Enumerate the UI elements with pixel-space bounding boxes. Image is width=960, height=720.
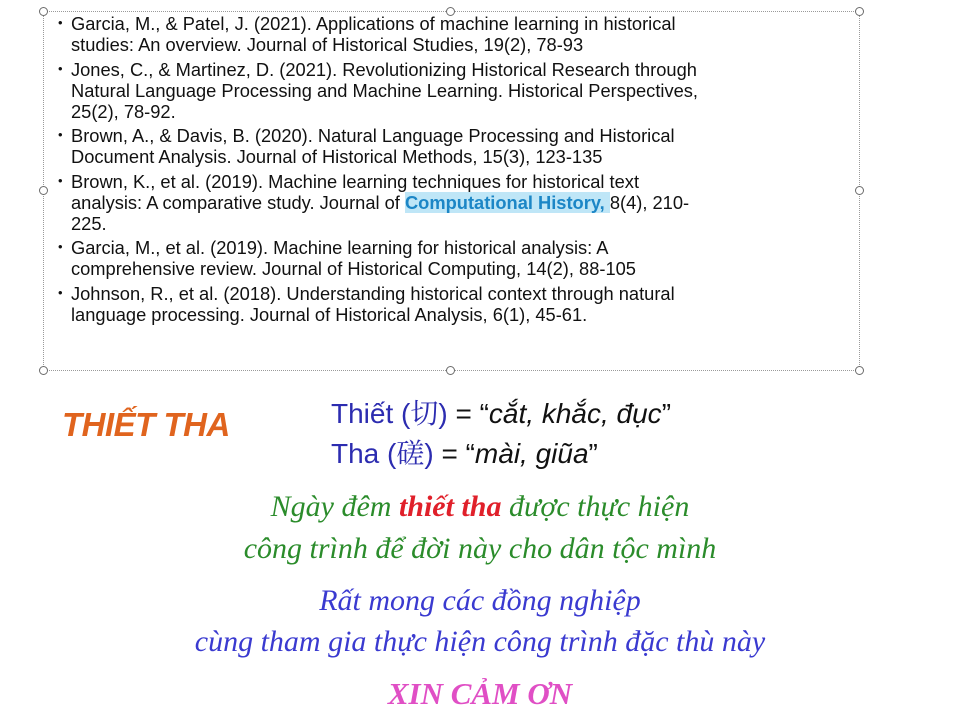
reference-item: [58, 237, 858, 279]
reference-line: Johnson, R., et al. (2018). Understanding historical context through natural: [71, 282, 675, 304]
reference-line: Brown, K., et al. (2019). Machine learning techniques for historical text: [71, 170, 640, 192]
definition-term: Tha (磋): [331, 438, 434, 469]
reference-line: Brown, A., & Davis, B. (2020). Natural Language Processing and Historical: [71, 125, 675, 146]
bullet-icon: •: [58, 60, 63, 76]
poem-line-1: [0, 490, 960, 524]
reference-line: Garcia, M., et al. (2019). Machine learning for historical analysis: A: [71, 237, 609, 258]
reference-item: [58, 59, 858, 122]
resize-handle-bottom-center[interactable]: [446, 366, 455, 375]
reference-line: comprehensive review. Journal of Historical Computing, 14(2), 88-105: [71, 258, 636, 279]
term-title: THIẾT THA: [62, 406, 230, 443]
reference-item: [58, 125, 858, 167]
bullet-icon: •: [58, 15, 63, 30]
reference-item: [58, 171, 858, 234]
reference-text: analysis: A comparative study. Journal of: [71, 191, 405, 213]
poem-text: Ngày đêm: [270, 490, 399, 523]
poem-emphasis: thiết tha: [398, 490, 502, 523]
reference-line: language processing. Journal of Historical Analysis, 6(1), 45-61.: [71, 303, 588, 325]
definition-meaning: mài, giũa: [474, 438, 589, 469]
resize-handle-middle-left[interactable]: [39, 186, 48, 195]
reference-item: [58, 283, 858, 325]
definition-term: Thiết (切): [331, 398, 448, 429]
bullet-icon: •: [58, 172, 63, 188]
reference-line: Natural Language Processing and Machine Learning. Historical Perspectives,: [71, 79, 698, 101]
resize-handle-top-left[interactable]: [39, 7, 48, 16]
poem-line-4: cùng tham gia thực hiện công trình đặc thù này: [194, 625, 766, 658]
definition-equals: = “: [447, 398, 489, 429]
resize-handle-bottom-right[interactable]: [855, 366, 864, 375]
poem-line-2: công trình để đời này cho dân tộc mình: [243, 532, 717, 565]
reference-line: Jones, C., & Martinez, D. (2021). Revolutionizing Historical Research through: [71, 58, 697, 80]
reference-line: Document Analysis. Journal of Historical Methods, 15(3), 123-135: [71, 146, 603, 167]
definition-thiet: [331, 392, 671, 432]
reference-line: studies: An overview. Journal of Historical Studies, 19(2), 78-93: [71, 34, 584, 55]
reference-line: [71, 192, 858, 213]
poem-text: được thực hiện: [501, 490, 690, 523]
bullet-icon: •: [58, 127, 63, 142]
reference-line: 225.: [71, 212, 107, 234]
reference-line: Garcia, M., & Patel, J. (2021). Applications of machine learning in historical: [71, 13, 676, 34]
reference-text: 8(4), 210-: [609, 191, 690, 213]
bullet-icon: •: [58, 239, 63, 254]
poem-line-3: Rất mong các đồng nghiệp: [319, 584, 641, 617]
reference-list: [58, 13, 858, 328]
definition-meaning: cắt, khắc, đục: [488, 398, 662, 429]
definition-tha: [331, 432, 598, 472]
highlighted-text[interactable]: Computational History,: [404, 191, 610, 213]
thank-you-text: XIN CẢM ƠN: [387, 676, 573, 711]
reference-item: [58, 13, 858, 55]
definition-quote-close: ”: [661, 398, 672, 429]
bullet-icon: •: [58, 284, 63, 300]
definition-equals: = “: [433, 438, 475, 469]
resize-handle-bottom-left[interactable]: [39, 366, 48, 375]
definition-quote-close: ”: [588, 438, 598, 469]
reference-line: 25(2), 78-92.: [71, 100, 176, 122]
